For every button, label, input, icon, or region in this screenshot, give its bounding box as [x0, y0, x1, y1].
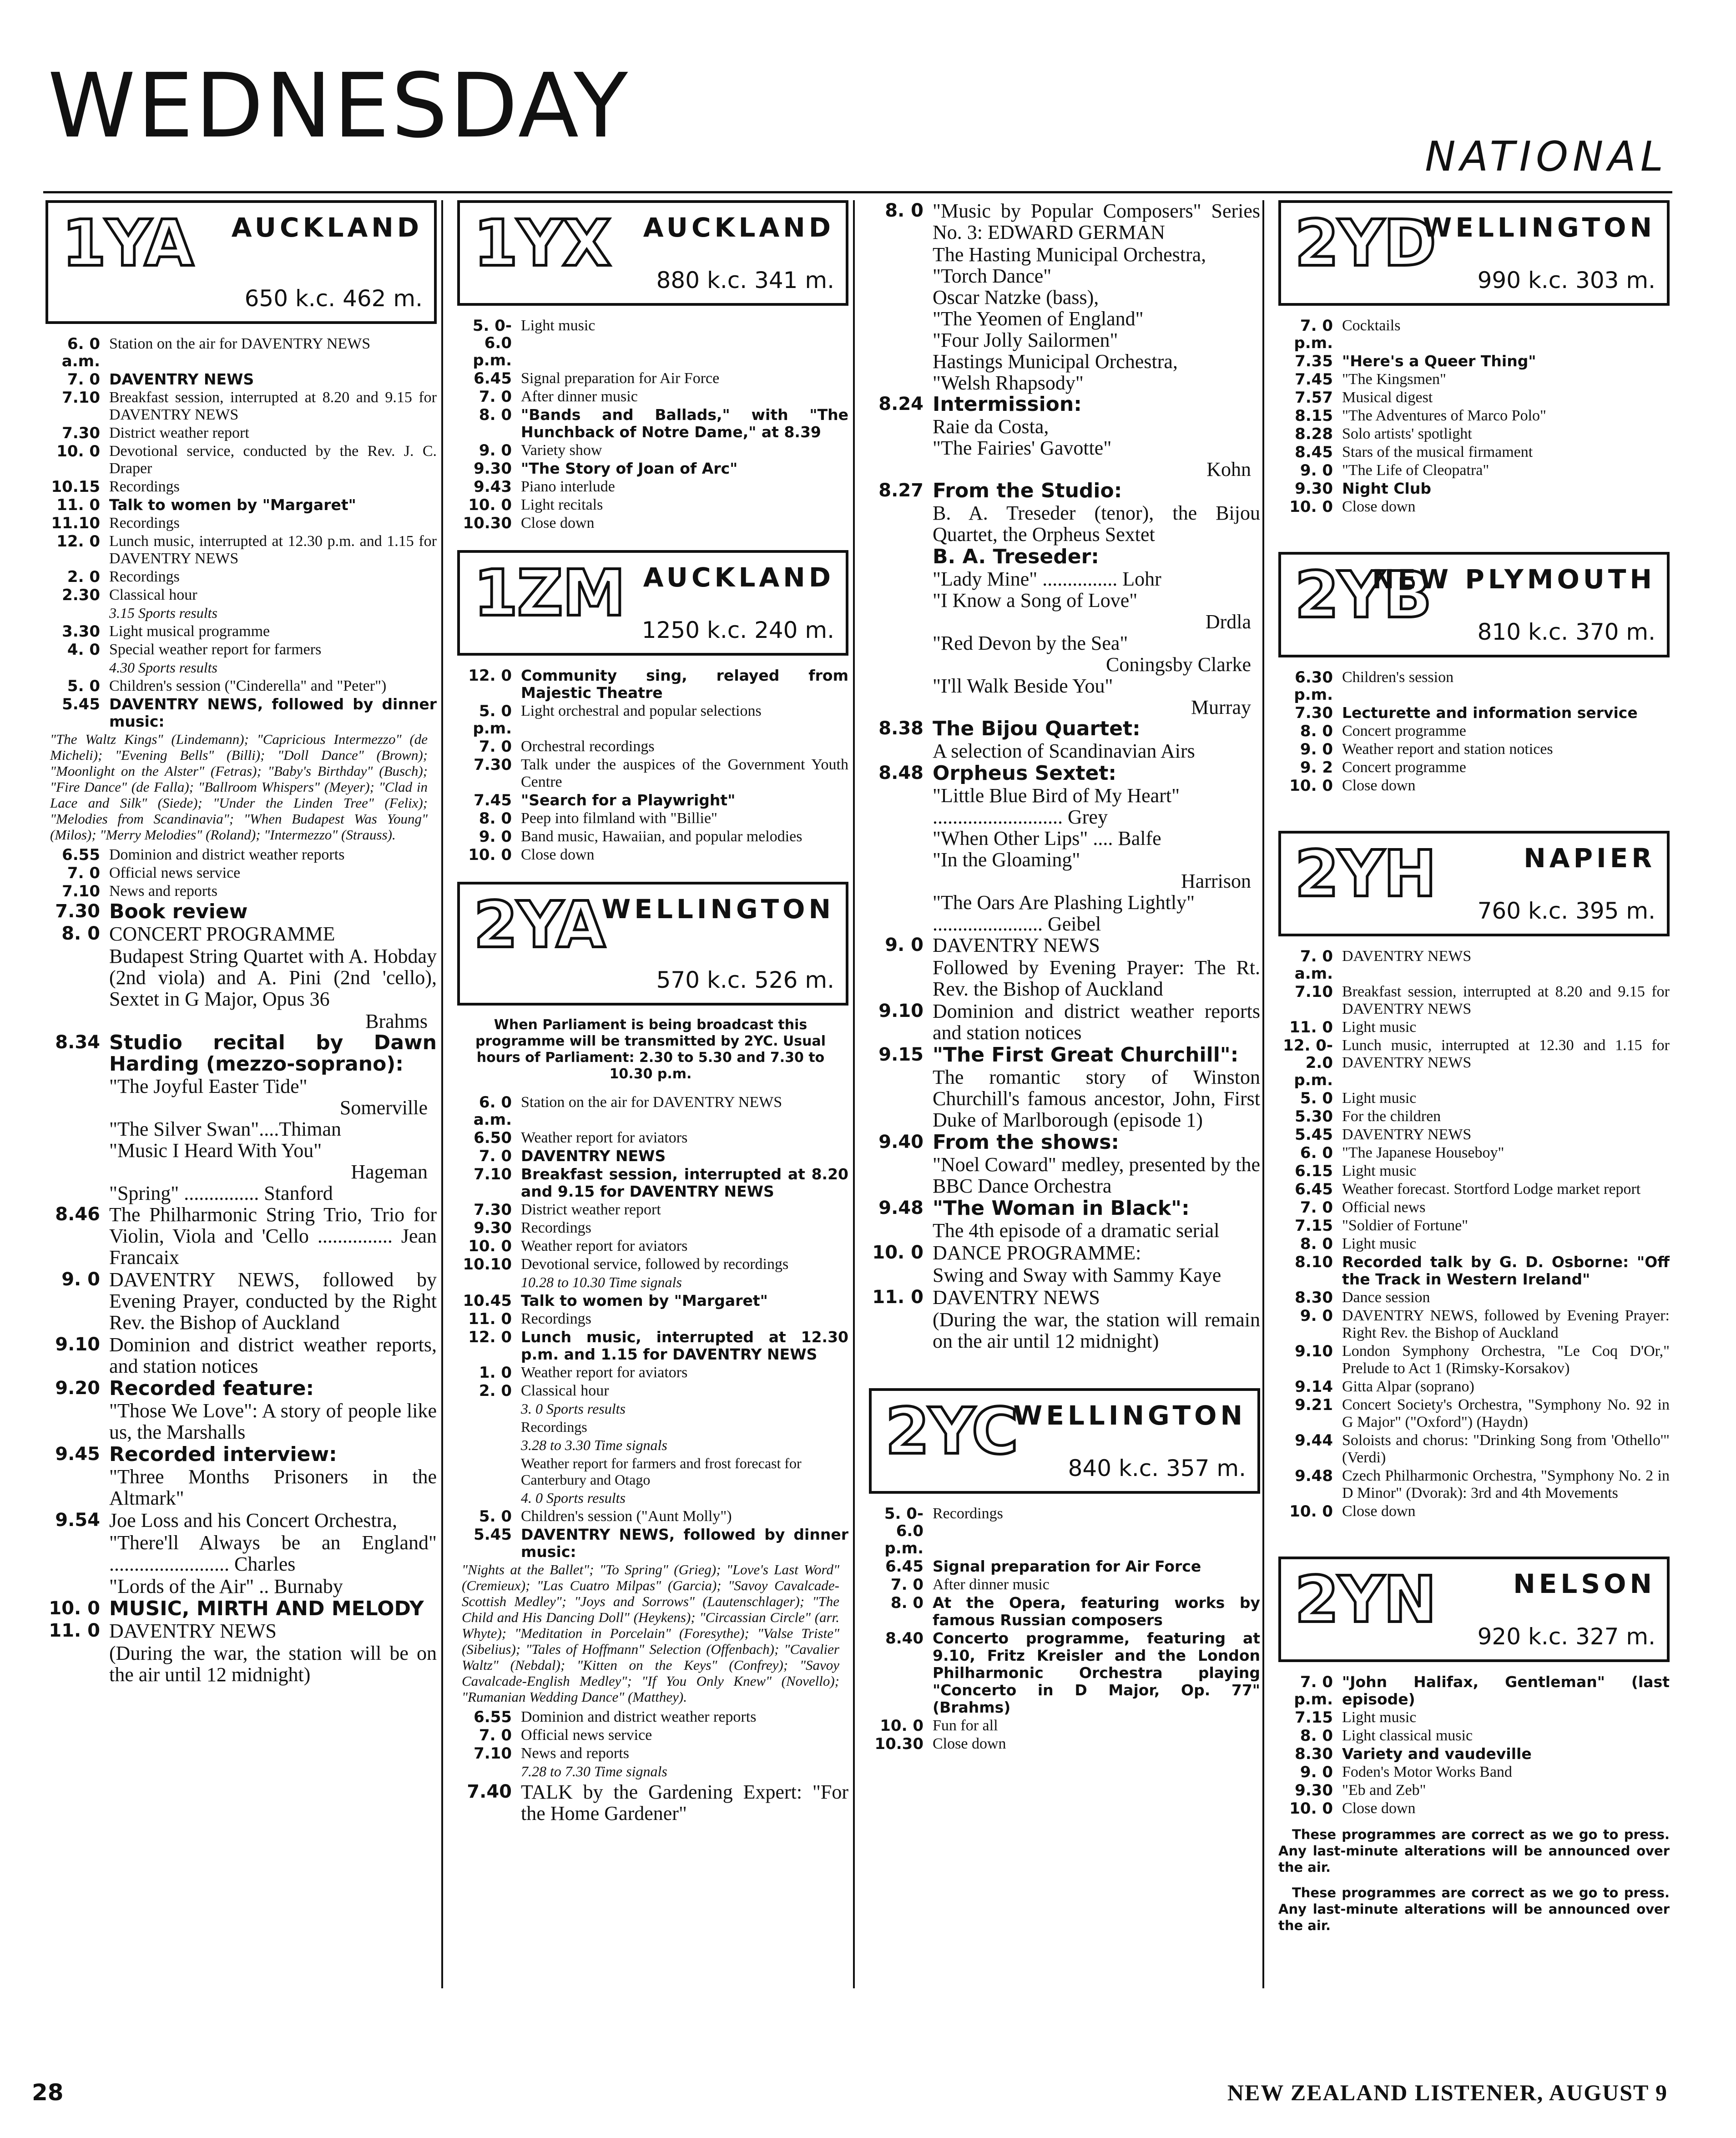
column-4: [1269, 200, 1670, 1941]
programme-list-2ya: [448, 1094, 848, 1824]
programme-entry: 9.30 "The Story of Joan of Arc": [474, 460, 738, 478]
station-frequency: 880 k.c. 341 m.: [656, 267, 834, 293]
programme-entry: 10.30 Close down: [463, 514, 595, 532]
programme-detail: Budapest String Quartet with A. Hobday (2nd viola) and A. Pini (2nd 'cello), Sextet in G Major, Opus 36: [109, 945, 437, 1010]
programme-entry: 7.30 District weather report: [474, 1201, 661, 1219]
programme-entry: 7. 0 Official news service: [479, 1726, 652, 1744]
station-callsign: 1YX: [474, 207, 611, 281]
programme-entry: 7. 0 p.m. Cocktails: [1294, 317, 1401, 352]
programme-list-2yd: [1269, 317, 1670, 516]
column-divider: [853, 200, 855, 1988]
programme-entry: 9.10 London Symphony Orchestra, "Le Coq D'Or," Prelude to Act 1 (Rimsky-Korsakov): [1295, 1342, 1670, 1377]
column-divider: [1262, 200, 1264, 1988]
programme-entry: 10. 0 Weather report for aviators: [468, 1237, 688, 1255]
programme-entry: 12. 0-2.0 p.m. Lunch music, interrupted at 12.30 and 1.15 for DAVENTRY NEWS: [1283, 1036, 1670, 1089]
song-list: "Lady Mine" ............... Lohr "I Know a Song of Love" Drdla "Red Devon by the Sea" Coningsby Clarke "I'll Walk Beside You" Murray: [933, 568, 1251, 718]
programme-entry: 10. 0 Close down: [1289, 498, 1416, 516]
programme-detail: "Noel Coward" medley, presented by the BBC Dance Orchestra: [933, 1153, 1260, 1197]
programme-entry: 9. 0 DAVENTRY NEWS, followed by Evening Prayer, conducted by the Right Rev. the Bishop of Auckland: [61, 1269, 437, 1334]
programme-entry: 7.10 News and reports: [474, 1744, 629, 1763]
programme-entry: 7. 0 Orchestral recordings: [479, 738, 655, 756]
station-city: WELLINGTON: [601, 894, 834, 925]
column-divider: [441, 200, 443, 1988]
station-header-2yd: [1278, 200, 1670, 306]
programme-entry: 7. 0 Official news service: [67, 864, 241, 882]
programme-entry: 5. 0-6.0 p.m. Light music: [472, 317, 595, 369]
station-city: WELLINGTON: [1423, 212, 1655, 243]
programme-detail: Followed by Evening Prayer: The Rt. Rev. the Bishop of Auckland: [933, 956, 1260, 1000]
programme-entry: 9.20 Recorded feature:: [55, 1377, 314, 1400]
programme-entry: 8. 0 "Bands and Ballads," with "The Hunchback of Notre Dame," at 8.39: [479, 406, 848, 441]
programme-entry: 7.40 TALK by the Gardening Expert: "For the Home Gardener": [467, 1781, 848, 1825]
programme-entry: 9.44 Soloists and chorus: "Drinking Song from 'Othello'" (Verdi): [1295, 1431, 1670, 1466]
station-header-1yx: [457, 200, 848, 306]
programme-detail: "Lords of the Air" .. Burnaby: [109, 1575, 343, 1597]
programme-entry: 9.10 Dominion and district weather reports, and station notices: [55, 1334, 437, 1377]
programme-entry: 7.45 "The Kingsmen": [1295, 370, 1446, 389]
programme-entry: 6.55 Dominion and district weather reports: [62, 846, 345, 864]
programme-list-1yx: [448, 317, 848, 532]
programme-entry: 10. 0 Light recitals: [468, 496, 603, 514]
programme-entry: 9. 0 DAVENTRY NEWS, followed by Evening Prayer: Right Rev. the Bishop of Auckland: [1300, 1307, 1670, 1341]
programme-entry: 6.45 Signal preparation for Air Force: [474, 369, 720, 388]
station-city: WELLINGTON: [1013, 1400, 1246, 1431]
programme-entry: 12. 0 Lunch music, interrupted at 12.30 p.m. and 1.15 for DAVENTRY NEWS: [468, 1328, 848, 1363]
press-notice: These programmes are correct as we go to press. Any last-minute alterations will be announced over the air.: [1278, 1827, 1670, 1875]
programme-entry: 12. 0 Lunch music, interrupted at 12.30 p.m. and 1.15 for DAVENTRY NEWS: [56, 532, 437, 567]
programme-entry: 10. 0 Devotional service, conducted by the Rev. J. C. Draper: [56, 442, 437, 477]
programme-detail-lines: Raie da Costa, "The Fairies' Gavotte" Kohn: [933, 415, 1251, 480]
programme-entry: 7.30 Talk under the auspices of the Government Youth Centre: [474, 756, 848, 790]
programme-entry: 10. 0 Close down: [468, 846, 595, 864]
song-list: "The Joyful Easter Tide" Somerville "The Silver Swan"....Thiman "Music I Heard With You" Hageman "Spring" ............... Stanford: [109, 1075, 428, 1204]
programme-entry: 8. 0 CONCERT PROGRAMME: [61, 923, 335, 945]
station-callsign: 2YC: [885, 1395, 1018, 1469]
programme-entry: 7.15 "Soldier of Fortune": [1295, 1217, 1469, 1235]
station-header-2yn: [1278, 1557, 1670, 1662]
station-callsign: 1ZM: [474, 556, 625, 631]
programme-entry: 6.45 Weather forecast. Stortford Lodge market report: [1295, 1180, 1641, 1198]
programme-entry: 8. 0 Peep into filmland with "Billie": [479, 809, 717, 828]
programme-entry: 6. 0 "The Japanese Houseboy": [1300, 1144, 1504, 1162]
programme-entry: 10. 0 MUSIC, MIRTH AND MELODY: [49, 1597, 424, 1620]
programme-entry: 8.24 Intermission:: [878, 393, 1082, 416]
programme-entry: 9.43 Piano interlude: [474, 478, 615, 496]
station-callsign: 2YN: [1295, 1563, 1436, 1637]
programme-entry: 10.15 Recordings: [51, 478, 180, 496]
programme-entry: 11. 0 DAVENTRY NEWS: [872, 1286, 1100, 1309]
programme-entry: 11. 0 Talk to women by "Margaret": [56, 496, 356, 514]
station-header-2ya: [457, 882, 848, 1006]
programme-entry: 9. 0 "The Life of Cleopatra": [1300, 461, 1489, 480]
station-frequency: 760 k.c. 395 m.: [1477, 898, 1655, 924]
station-callsign: 2YH: [1295, 837, 1436, 911]
programme-list-2yh: [1269, 948, 1670, 1520]
programme-entry: 7. 0 After dinner music: [479, 388, 638, 406]
programme-detail: "There'll Always be an England" ........................ Charles: [109, 1531, 437, 1575]
composer: Brahms: [365, 1010, 428, 1032]
programme-entry: 10. 0 DANCE PROGRAMME:: [872, 1242, 1141, 1264]
programme-detail: (During the war, the station will remain on the air until 12 midnight): [933, 1309, 1260, 1352]
programme-entry: 7.30 District weather report: [62, 424, 249, 442]
programme-entry: 12. 0 Community sing, relayed from Majestic Theatre: [468, 667, 848, 702]
sub-entry: Weather report for farmers and frost forecast for Canterbury and Otago: [521, 1455, 802, 1488]
programme-entry: 8.38 The Bijou Quartet:: [878, 717, 1141, 740]
dinner-music-list: "The Waltz Kings" (Lindemann); "Capricious Intermezzo" (de Micheli); "Evening Bells" (Billi); "Doll Dance" (Brown); "Moonlight on the Alster" (Fetras); "Baby's Birthday" (Busch); "Fire Dance" (de Falla); "Ballroom Whispers" (Meyer); "Clad in Lace and Silk" (Siede); "Under the Linden Tree" (Felix); "Melodies from Scandinavia"; "When Budapest Was Young" (Milos); "Merry Melodies" (Roland); "Intermezzo" (Strauss).: [50, 731, 428, 843]
column-2: [448, 200, 848, 1825]
programme-entry: 8. 0 Light music: [1300, 1235, 1417, 1253]
programme-entry: 10.45 Talk to women by "Margaret": [463, 1292, 768, 1310]
programme-entry: 7. 0 DAVENTRY NEWS: [67, 370, 254, 389]
programme-entry: 11. 0 Recordings: [468, 1310, 591, 1328]
programme-entry: 7. 0 Official news: [1300, 1198, 1426, 1217]
sub-entry: 4. 0 Sports results: [521, 1490, 626, 1506]
programme-entry: 5. 0-6.0 p.m. Recordings: [884, 1505, 1003, 1557]
programme-detail: The 4th episode of a dramatic serial: [933, 1219, 1220, 1242]
programme-entry: 6.30 p.m. Children's session: [1294, 668, 1454, 704]
station-city: AUCKLAND: [643, 562, 834, 593]
programme-entry: 6.15 Light music: [1295, 1162, 1417, 1180]
programme-entry: 7.45 "Search for a Playwright": [474, 791, 736, 809]
programme-entry: 9.10 Dominion and district weather reports and station notices: [878, 1000, 1260, 1044]
programme-entry: 8. 0 "Music by Popular Composers" Series No. 3: EDWARD GERMAN: [885, 200, 1260, 243]
programme-entry: 9.21 Concert Society's Orchestra, "Symphony No. 92 in G Major" ("Oxford") (Haydn): [1295, 1396, 1670, 1430]
programme-entry: 9. 0 Weather report and station notices: [1300, 740, 1553, 758]
programme-entry: 6.55 Dominion and district weather reports: [474, 1708, 757, 1726]
programme-entry: 8.48 Orpheus Sextet:: [878, 762, 1117, 785]
station-city: NELSON: [1513, 1568, 1655, 1599]
programme-entry: 5. 0 p.m. Light orchestral and popular selections: [473, 702, 762, 738]
sub-entry: 10.28 to 10.30 Time signals: [521, 1274, 682, 1290]
programme-entry: 1. 0 Weather report for aviators: [479, 1364, 688, 1382]
programme-entry: 7. 0 After dinner music: [890, 1576, 1050, 1594]
programme-entry: 11. 0 DAVENTRY NEWS: [49, 1620, 277, 1642]
programme-detail: Swing and Sway with Sammy Kaye: [933, 1264, 1221, 1286]
programme-entry: 5. 0 Light music: [1300, 1089, 1417, 1107]
programme-entry: 7. 0 a.m. DAVENTRY NEWS: [1294, 947, 1472, 983]
programme-entry: 6. 0 a.m. Station on the air for DAVENTRY NEWS: [473, 1093, 782, 1129]
programme-entry: 8.46 The Philharmonic String Trio, Trio for Violin, Viola and 'Cello ............... Jean Francaix: [55, 1203, 437, 1269]
programme-entry: 10. 0 Close down: [1289, 1502, 1416, 1521]
programme-entry: 9. 0 DAVENTRY NEWS: [885, 934, 1100, 956]
programme-entry: 10. 0 Fun for all: [880, 1717, 998, 1735]
station-frequency: 840 k.c. 357 m.: [1068, 1455, 1246, 1481]
station-frequency: 810 k.c. 370 m.: [1477, 619, 1655, 645]
programme-entry: 2. 0 Recordings: [67, 568, 180, 586]
programme-entry: 5.45 DAVENTRY NEWS: [1295, 1126, 1472, 1144]
programme-entry: 9. 2 Concert programme: [1300, 758, 1466, 777]
programme-entry: 7.30 Lecturette and information service: [1295, 704, 1638, 722]
programme-entry: 6. 0 a.m. Station on the air for DAVENTRY NEWS: [61, 335, 371, 370]
programme-entry: 9. 0 Band music, Hawaiian, and popular melodies: [479, 828, 802, 846]
station-city: AUCKLAND: [231, 212, 423, 243]
column-3: [860, 200, 1260, 1754]
programme-entry: 3.30 Light musical programme: [62, 622, 270, 641]
sub-entry: 4.30 Sports results: [109, 659, 217, 676]
station-callsign: 1YA: [62, 207, 193, 281]
programme-detail: B. A. Treseder:: [933, 545, 1099, 568]
programme-entry: 10.30 Close down: [874, 1735, 1006, 1753]
programme-list-2yc: [860, 1505, 1260, 1753]
sub-entry: 3. 0 Sports results: [521, 1400, 626, 1417]
programme-entry: 5. 0 Children's session ("Aunt Molly"): [479, 1507, 732, 1526]
programme-entry: 8.30 Dance session: [1295, 1289, 1430, 1307]
programme-entry: 9.15 "The First Great Churchill":: [878, 1043, 1239, 1066]
programme-entry: 7.10 News and reports: [62, 882, 217, 900]
programme-entry: 10. 0 Close down: [1289, 777, 1416, 795]
page-title: WEDNESDAY: [48, 54, 630, 157]
programme-entry: 9.48 "The Woman in Black":: [878, 1197, 1190, 1220]
programme-entry: 8.15 "The Adventures of Marco Polo": [1295, 407, 1546, 425]
programme-list-1zm: [448, 667, 848, 864]
programme-entry: 6.50 Weather report for aviators: [474, 1129, 688, 1147]
programme-entry: 11.10 Recordings: [51, 514, 180, 532]
programme-entry: 7.10 Breakfast session, interrupted at 8.20 and 9.15 for DAVENTRY NEWS: [474, 1165, 848, 1200]
programme-entry: 5.45 DAVENTRY NEWS, followed by dinner music:: [474, 1526, 848, 1561]
programme-entry: 8. 0 Light classical music: [1300, 1727, 1473, 1745]
station-header-2yh: [1278, 831, 1670, 936]
programme-entry: 7.15 Light music: [1295, 1708, 1417, 1727]
station-header-1ya: [45, 200, 437, 324]
programme-entry: 9. 0 Variety show: [479, 441, 602, 460]
programme-entry: 11. 0 Light music: [1289, 1018, 1417, 1036]
programme-entry: 5. 0 Children's session ("Cinderella" and "Peter"): [67, 677, 387, 695]
programme-entry: 7.10 Breakfast session, interrupted at 8.20 and 9.15 for DAVENTRY NEWS: [1295, 983, 1670, 1017]
publication-footer: NEW ZEALAND LISTENER, AUGUST 9: [1227, 2080, 1668, 2105]
station-frequency: 1250 k.c. 240 m.: [641, 617, 834, 643]
press-notice: These programmes are correct as we go to press. Any last-minute alterations will be announced over the air.: [1278, 1885, 1670, 1933]
sub-entry: "Nights at the Ballet"; "To Spring" (Grieg); "Love's Last Word" (Cremieux); "Las Cuatro Milpas" (Garcia); "Savoy Cavalcade-Scottish Medley"; "Joys and Sorrows" (Lautenschlager); "The Child and His Dancing Doll" (Heykens); "Circassian Circle" (arr. Whyte); "Meditation in Porcelain" (Foresythe); "Valse Triste" (Sibelius); "Tales of Hoffmann" Selection (Offenbach); "Cavalier Waltz" (Nebdal); "Kitten on the Keys" (Confrey); "Savoy Cavalcade-English Medley"; "If You Only Knew" (Novello); "Rumanian Wedding Dance" (Matthey).: [462, 1562, 839, 1705]
station-frequency: 990 k.c. 303 m.: [1477, 267, 1655, 293]
station-callsign: 2YB: [1295, 558, 1431, 632]
song-list: "Little Blue Bird of My Heart" .......................... Grey "When Other Lips" .... Balfe "In the Gloaming" Harrison "The Oars Are Plashing Lightly" ...................... Geibel: [933, 784, 1251, 935]
programme-entry: 7.57 Musical digest: [1295, 389, 1433, 407]
station-frequency: 570 k.c. 526 m.: [656, 967, 834, 993]
station-frequency: 650 k.c. 462 m.: [244, 285, 423, 312]
programme-detail: (During the war, the station will be on the air until 12 midnight): [109, 1642, 437, 1686]
programme-entry: 8.45 Stars of the musical firmament: [1295, 443, 1533, 461]
sub-entry: 3.15 Sports results: [109, 605, 217, 621]
programme-entry: 7. 0 p.m. "John Halifax, Gentleman" (last episode): [1294, 1673, 1670, 1708]
station-callsign: 2YD: [1295, 207, 1435, 281]
programme-entry: 10. 0 Close down: [1289, 1799, 1416, 1818]
programme-entry: 9. 0 Foden's Motor Works Band: [1300, 1763, 1512, 1781]
programme-entry: 9.54 Joe Loss and his Concert Orchestra,: [55, 1509, 397, 1531]
programme-entry: 9.30 Night Club: [1295, 480, 1431, 498]
programme-entry: 8. 0 At the Opera, featuring works by famous Russian composers: [890, 1594, 1260, 1629]
programme-entry: 8.28 Solo artists' spotlight: [1295, 425, 1472, 443]
sub-entry: Recordings: [521, 1419, 587, 1435]
programme-entry: 7.30 Book review: [55, 900, 248, 923]
programme-entry: 9.30 "Eb and Zeb": [1295, 1781, 1426, 1799]
programme-entry: 4. 0 Special weather report for farmers: [67, 641, 322, 659]
programme-entry: 8.40 Concerto programme, featuring at 9.10, Fritz Kreisler and the London Philharmonic Orchestra playing "Concerto in D Major, Op. 77" (Brahms): [885, 1629, 1260, 1716]
station-callsign: 2YA: [474, 888, 605, 962]
station-city: NAPIER: [1524, 843, 1655, 874]
header-rule: [43, 191, 1672, 193]
programme-entry: 8.34 Studio recital by Dawn Harding (mezzo-soprano):: [55, 1031, 437, 1076]
programme-entry: 7.10 Breakfast session, interrupted at 8.20 and 9.15 for DAVENTRY NEWS: [62, 389, 437, 423]
programme-list-2yn: [1269, 1673, 1670, 1817]
programme-entry: 5.30 For the children: [1295, 1107, 1441, 1126]
programme-detail: The romantic story of Winston Churchill's famous ancestor, John, First Duke of Marlborough (episode 1): [933, 1066, 1260, 1131]
station-header-1zm: [457, 550, 848, 656]
column-1: [36, 200, 437, 1686]
programme-entry: 2.30 Classical hour: [62, 586, 197, 604]
programme-entry: 9.30 Recordings: [474, 1219, 591, 1237]
programme-detail: "Those We Love": A story of people like us, the Marshalls: [109, 1400, 437, 1443]
programme-entry: 8. 0 Concert programme: [1300, 722, 1466, 740]
programme-list-2yb: [1269, 669, 1670, 794]
station-header-2yc: [869, 1388, 1260, 1494]
programme-entry: 2. 0 Classical hour: [479, 1382, 609, 1400]
station-city: NEW PLYMOUTH: [1372, 564, 1655, 595]
page-number: 28: [32, 2079, 64, 2106]
programme-entry: 5.45 DAVENTRY NEWS, followed by dinner music:: [62, 695, 437, 730]
programme-entry: 7.35 "Here's a Queer Thing": [1295, 352, 1536, 370]
programme-entry: 8.27 From the Studio:: [878, 479, 1122, 502]
section-label: NATIONAL: [1425, 133, 1668, 181]
programme-detail: "Three Months Prisoners in the Altmark": [109, 1466, 437, 1509]
parliament-notice: When Parliament is being broadcast this programme will be transmitted by 2YC. Usual hours of Parliament: 2.30 to 5.30 and 7.30 to 10.30 p.m.: [475, 1017, 826, 1082]
sub-entry: 7.28 to 7.30 Time signals: [521, 1763, 667, 1779]
programme-detail-lines: The Hasting Municipal Orchestra, "Torch Dance" Oscar Natzke (bass), "The Yeomen of England" "Four Jolly Sailormen" Hastings Municipal Orchestra, "Welsh Rhapsody": [933, 243, 1206, 394]
programme-detail: B. A. Treseder (tenor), the Bijou Quartet, the Orpheus Sextet: [933, 502, 1260, 546]
programme-detail: A selection of Scandinavian Airs: [933, 740, 1195, 762]
station-header-2yb: [1278, 552, 1670, 657]
programme-entry: 8.10 Recorded talk by G. D. Osborne: "Off the Track in Western Ireland": [1295, 1253, 1670, 1288]
programme-entry: 9.14 Gitta Alpar (soprano): [1295, 1378, 1474, 1396]
programme-entry: 9.48 Czech Philharmonic Orchestra, "Symphony No. 2 in D Minor" (Dvorak): 3rd and 4th Movements: [1295, 1467, 1670, 1501]
sub-entry: 3.28 to 3.30 Time signals: [521, 1437, 667, 1453]
programme-entry: 10.10 Devotional service, followed by recordings: [463, 1255, 789, 1274]
station-frequency: 920 k.c. 327 m.: [1477, 1623, 1655, 1650]
station-city: AUCKLAND: [643, 212, 834, 243]
programme-entry: 8.30 Variety and vaudeville: [1295, 1745, 1532, 1763]
programme-entry: 9.40 From the shows:: [878, 1131, 1120, 1154]
programme-entry: 7. 0 DAVENTRY NEWS: [479, 1147, 666, 1165]
programme-entry: 9.45 Recorded interview:: [55, 1443, 337, 1466]
programme-entry: 6.45 Signal preparation for Air Force: [885, 1557, 1201, 1576]
